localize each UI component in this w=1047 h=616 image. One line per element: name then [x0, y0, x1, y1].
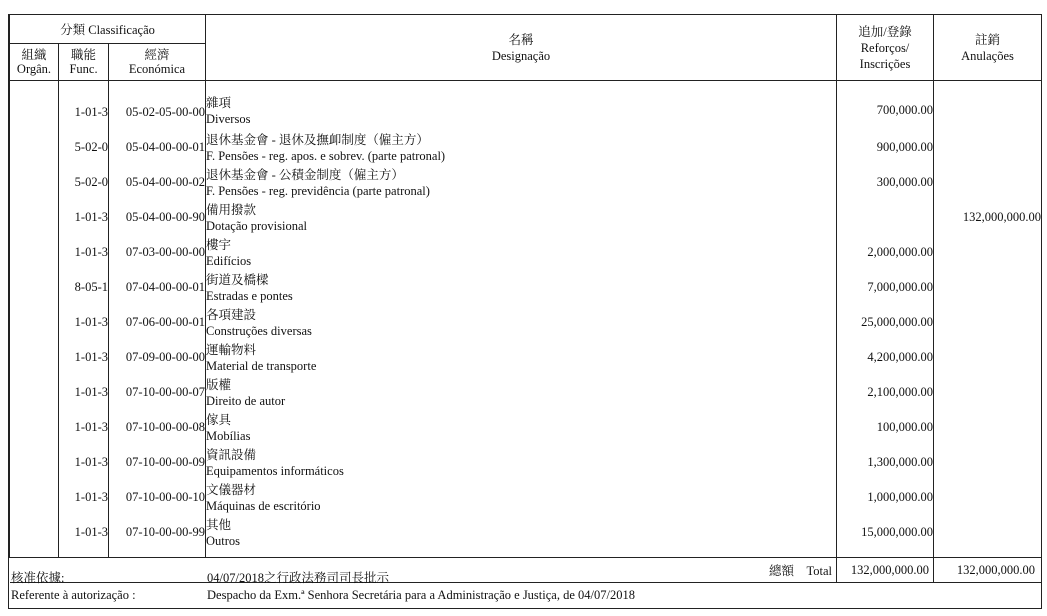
economic-header: [109, 44, 206, 81]
reinforcement-amount: [837, 200, 934, 235]
economic-code: 07-10-00-00-08: [109, 410, 206, 445]
economic-code: 07-10-00-00-07: [109, 375, 206, 410]
reinforcement-amount: 100,000.00: [837, 410, 934, 445]
function-code: 5-02-0: [59, 165, 109, 200]
organ-header-zh: 組織: [21, 48, 47, 62]
designation-pt: Outros: [206, 533, 241, 548]
economic-code: 07-06-00-00-01: [109, 305, 206, 340]
designation-cell: [206, 130, 837, 165]
function-header: [59, 44, 109, 81]
designation-pt: Mobílias: [206, 428, 251, 443]
reinforcement-amount: 2,000,000.00: [837, 235, 934, 270]
function-code: 1-01-3: [59, 445, 109, 480]
designation-cell: [206, 200, 837, 235]
reinforcement-header-zh: 追加/登錄: [858, 24, 912, 39]
economic-cell: [109, 550, 206, 558]
table-row: [10, 200, 1042, 235]
authorization-value-pt: Despacho da Exm.ª Senhora Secretária para a Administração e Justiça, de 04/07/2018: [207, 588, 635, 602]
designation-cell: [206, 81, 837, 131]
designation-cell: [206, 165, 837, 200]
reinforcement-amount: 25,000,000.00: [837, 305, 934, 340]
function-header-zh: 職能: [70, 48, 96, 62]
organ-header: [10, 44, 59, 81]
function-code: 1-01-3: [59, 305, 109, 340]
designation-cell: [206, 270, 837, 305]
organ-cell: [10, 305, 59, 340]
designation-cell: [206, 340, 837, 375]
economic-code: 07-10-00-00-99: [109, 515, 206, 550]
designation-zh: 其他: [206, 517, 232, 532]
organ-cell: [10, 480, 59, 515]
table-spacer: [10, 550, 1042, 558]
designation-pt: Equipamentos informáticos: [206, 463, 344, 478]
organ-cell: [10, 235, 59, 270]
organ-cell: [10, 165, 59, 200]
economic-code: 07-10-00-00-09: [109, 445, 206, 480]
designation-pt: Dotação provisional: [206, 218, 308, 233]
designation-pt: F. Pensões - reg. apos. e sobrev. (parte patronal): [206, 148, 446, 163]
function-code: 1-01-3: [59, 480, 109, 515]
designation-cell: [206, 515, 837, 550]
economic-code: 05-02-05-00-00: [109, 81, 206, 131]
authorization-value-zh: 04/07/2018之行政法務司司長批示: [207, 571, 389, 585]
designation-cell: [206, 235, 837, 270]
reinforcement-amount: 7,000,000.00: [837, 270, 934, 305]
designation-zh: 運輸物料: [206, 342, 257, 357]
organ-cell: [10, 270, 59, 305]
table-row: [10, 375, 1042, 410]
organ-cell: [10, 340, 59, 375]
budget-table: [9, 15, 1042, 583]
total-label: 總額 Total: [10, 558, 837, 583]
cancellation-amount: [934, 235, 1042, 270]
designation-cell: [206, 410, 837, 445]
function-code: 8-05-1: [59, 270, 109, 305]
table-row: [10, 410, 1042, 445]
reinforcement-amount: 15,000,000.00: [837, 515, 934, 550]
designation-header-pt: Designação: [491, 48, 551, 63]
cancellation-header-pt: Anulações: [961, 48, 1014, 63]
function-code: 1-01-3: [59, 340, 109, 375]
reinforcement-amount: 700,000.00: [837, 81, 934, 131]
function-header-pt: Func.: [69, 62, 98, 76]
function-code: 1-01-3: [59, 200, 109, 235]
organ-cell: [10, 445, 59, 480]
cancellation-header: [934, 15, 1042, 81]
cancellation-amount: [934, 270, 1042, 305]
reinforcement-header: [837, 15, 934, 81]
designation-zh: 備用撥款: [206, 202, 257, 217]
table-row: [10, 81, 1042, 131]
designation-cell: [206, 480, 837, 515]
classification-header: 分類 Classificação: [10, 15, 206, 44]
designation-pt: F. Pensões - reg. previdência (parte patronal): [206, 183, 430, 198]
designation-pt: Máquinas de escritório: [206, 498, 321, 513]
designation-header-zh: 名稱: [508, 32, 534, 47]
function-code: 1-01-3: [59, 410, 109, 445]
economic-header-zh: 經濟: [144, 48, 170, 62]
function-code: 5-02-0: [59, 130, 109, 165]
organ-cell: [10, 375, 59, 410]
economic-code: 05-04-00-00-02: [109, 165, 206, 200]
table-row: [10, 445, 1042, 480]
designation-zh: 各項建設: [206, 307, 257, 322]
designation-cell: [206, 445, 837, 480]
organ-header-pt: Orgân.: [16, 62, 52, 76]
designation-cell: [206, 305, 837, 340]
cancellation-amount: [934, 340, 1042, 375]
function-cell: [59, 550, 109, 558]
designation-pt: Diversos: [206, 111, 251, 126]
table-row: [10, 165, 1042, 200]
cancellation-amount: [934, 305, 1042, 340]
table-row: [10, 340, 1042, 375]
total-reinforcement: 132,000,000.00: [837, 558, 934, 583]
organ-cell: [10, 130, 59, 165]
cancellation-amount: [934, 515, 1042, 550]
designation-pt: Direito de autor: [206, 393, 286, 408]
cancellation-amount: [934, 410, 1042, 445]
table-row: [10, 130, 1042, 165]
organ-cell: [10, 410, 59, 445]
designation-zh: 傢具: [206, 412, 232, 427]
designation-zh: 退休基金會 - 公積金制度（僱主方）: [206, 167, 404, 182]
reinforcement-amount: 300,000.00: [837, 165, 934, 200]
organ-cell: [10, 81, 59, 131]
cancellation-amount: [934, 480, 1042, 515]
table-row: [10, 270, 1042, 305]
economic-header-pt: Económica: [128, 62, 186, 76]
designation-pt: Edifícios: [206, 253, 252, 268]
organ-cell: [10, 200, 59, 235]
designation-zh: 文儀器材: [206, 482, 257, 497]
authorization-label-zh: 核准依據:: [11, 571, 65, 585]
economic-code: 05-04-00-00-90: [109, 200, 206, 235]
designation-header: [206, 15, 837, 81]
reinforcement-cell: [837, 550, 934, 558]
function-code: 1-01-3: [59, 375, 109, 410]
designation-cell: [206, 375, 837, 410]
total-cancellation: 132,000,000.00: [934, 558, 1042, 583]
economic-code: 07-09-00-00-00: [109, 340, 206, 375]
designation-zh: 退休基金會 - 退休及撫卹制度（僱主方）: [206, 132, 429, 147]
table-row: [10, 480, 1042, 515]
reinforcement-amount: 1,000,000.00: [837, 480, 934, 515]
reinforcement-amount: 4,200,000.00: [837, 340, 934, 375]
reinforcement-amount: 900,000.00: [837, 130, 934, 165]
cancellation-amount: [934, 445, 1042, 480]
cancellation-header-zh: 註銷: [974, 32, 1000, 47]
cancellation-amount: [934, 81, 1042, 131]
reinforcement-amount: 2,100,000.00: [837, 375, 934, 410]
economic-code: 07-04-00-00-01: [109, 270, 206, 305]
cancellation-cell: [934, 550, 1042, 558]
cancellation-amount: [934, 375, 1042, 410]
organ-cell: [10, 515, 59, 550]
function-code: 1-01-3: [59, 515, 109, 550]
reinforcement-header-pt1: Reforços/: [860, 40, 910, 55]
reinforcement-amount: 1,300,000.00: [837, 445, 934, 480]
table-row: [10, 515, 1042, 550]
designation-zh: 雜項: [206, 95, 232, 110]
cancellation-amount: 132,000,000.00: [934, 200, 1042, 235]
reinforcement-header-pt2: Inscrições: [859, 56, 911, 71]
budget-document: [8, 14, 1042, 609]
function-code: 1-01-3: [59, 81, 109, 131]
designation-pt: Construções diversas: [206, 323, 312, 338]
designation-zh: 樓宇: [206, 237, 232, 252]
economic-code: 07-10-00-00-10: [109, 480, 206, 515]
designation-pt: Material de transporte: [206, 358, 317, 373]
table-row: [10, 305, 1042, 340]
economic-code: 07-03-00-00-00: [109, 235, 206, 270]
table-row: [10, 235, 1042, 270]
authorization-label-pt: Referente à autorização :: [11, 588, 136, 602]
cancellation-amount: [934, 130, 1042, 165]
designation-zh: 版權: [206, 377, 232, 392]
organ-cell: [10, 550, 59, 558]
function-code: 1-01-3: [59, 235, 109, 270]
designation-pt: Estradas e pontes: [206, 288, 293, 303]
economic-code: 05-04-00-00-01: [109, 130, 206, 165]
cancellation-amount: [934, 165, 1042, 200]
designation-zh: 街道及橋樑: [206, 272, 269, 287]
designation-zh: 資訊設備: [206, 447, 257, 462]
designation-cell: [206, 550, 837, 558]
